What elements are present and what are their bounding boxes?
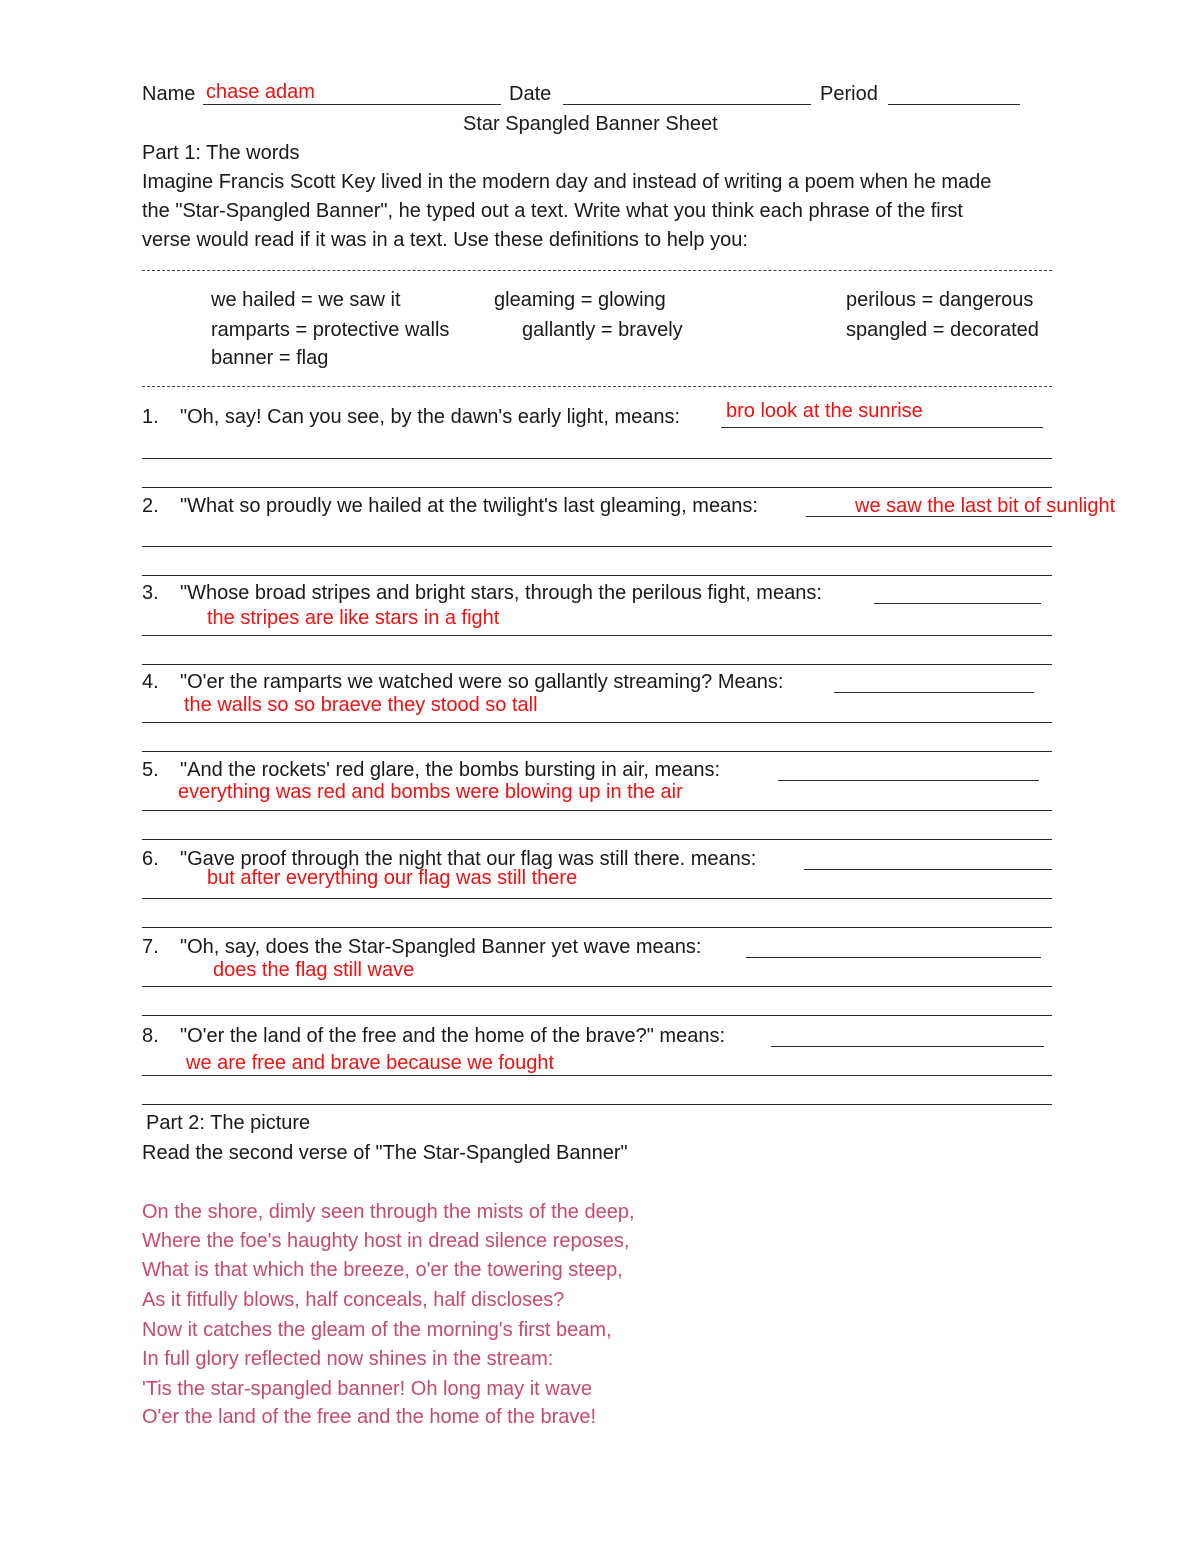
answer-line[interactable]: [142, 1104, 1052, 1105]
answer-line[interactable]: [874, 603, 1041, 604]
answer-line[interactable]: [142, 487, 1052, 488]
verse-line: On the shore, dimly seen through the mists of the deep,: [142, 1201, 635, 1223]
answer-line[interactable]: [142, 722, 1052, 723]
divider: [142, 270, 1052, 271]
definition: spangled = decorated: [846, 319, 1039, 341]
question-1: 1. "Oh, say! Can you see, by the dawn's early light, means:: [142, 406, 681, 428]
question-5: 5. "And the rockets' red glare, the bombs bursting in air, means:: [142, 759, 721, 781]
answer-3[interactable]: the stripes are like stars in a fight: [207, 607, 500, 629]
period-label: Period: [820, 83, 878, 105]
definition: banner = flag: [211, 347, 329, 369]
definition: gallantly = bravely: [522, 319, 683, 341]
verse-line: In full glory reflected now shines in the stream:: [142, 1348, 554, 1370]
intro-line: Imagine Francis Scott Key lived in the modern day and instead of writing a poem when he made: [142, 171, 992, 193]
answer-1[interactable]: bro look at the sunrise: [726, 400, 923, 422]
answer-2[interactable]: we saw the last bit of sunlight: [855, 495, 1116, 517]
definition: gleaming = glowing: [494, 289, 666, 311]
question-6: 6. "Gave proof through the night that our flag was still there. means:: [142, 848, 757, 870]
answer-line[interactable]: [142, 986, 1052, 987]
period-field[interactable]: [888, 104, 1020, 105]
answer-line[interactable]: [746, 957, 1041, 958]
answer-line[interactable]: [804, 869, 1052, 870]
part2-instruction: Read the second verse of "The Star-Spangled Banner": [142, 1142, 628, 1164]
question-7: 7. "Oh, say, does the Star-Spangled Banner yet wave means:: [142, 936, 702, 958]
verse-line: Where the foe's haughty host in dread silence reposes,: [142, 1230, 630, 1252]
answer-4[interactable]: the walls so so braeve they stood so tall: [184, 694, 538, 716]
divider: [142, 386, 1052, 387]
verse-line: Now it catches the gleam of the morning's first beam,: [142, 1319, 612, 1341]
part1-heading: Part 1: The words: [142, 142, 300, 164]
question-2: 2. "What so proudly we hailed at the twilight's last gleaming, means:: [142, 495, 758, 517]
question-4: 4. "O'er the ramparts we watched were so gallantly streaming? Means:: [142, 671, 784, 693]
answer-line[interactable]: [142, 575, 1052, 576]
verse-line: As it fitfully blows, half conceals, half discloses?: [142, 1289, 565, 1311]
page-title: Star Spangled Banner Sheet: [463, 113, 718, 135]
answer-line[interactable]: [142, 546, 1052, 547]
name-field[interactable]: chase adam: [206, 81, 315, 103]
answer-6[interactable]: but after everything our flag was still there: [207, 867, 578, 889]
answer-line[interactable]: [142, 810, 1052, 811]
name-label: Name: [142, 83, 196, 105]
intro-line: the "Star-Spangled Banner", he typed out a text. Write what you think each phrase of the first: [142, 200, 963, 222]
answer-line[interactable]: [142, 927, 1052, 928]
answer-line[interactable]: [142, 839, 1052, 840]
verse-line: O'er the land of the free and the home of the brave!: [142, 1406, 597, 1428]
answer-line[interactable]: [142, 1075, 1052, 1076]
answer-line[interactable]: [778, 780, 1039, 781]
answer-line[interactable]: [142, 751, 1052, 752]
definition: we hailed = we saw it: [211, 289, 401, 311]
answer-7[interactable]: does the flag still wave: [213, 959, 415, 981]
date-field[interactable]: [563, 104, 811, 105]
answer-line[interactable]: [142, 1015, 1052, 1016]
question-3: 3. "Whose broad stripes and bright stars, through the perilous fight, means:: [142, 582, 822, 604]
definition: ramparts = protective walls: [211, 319, 450, 341]
verse-line: What is that which the breeze, o'er the towering steep,: [142, 1259, 623, 1281]
answer-line[interactable]: [771, 1046, 1044, 1047]
verse-line: 'Tis the star-spangled banner! Oh long may it wave: [142, 1378, 592, 1400]
answer-5[interactable]: everything was red and bombs were blowing up in the air: [178, 781, 683, 803]
definition: perilous = dangerous: [846, 289, 1034, 311]
date-label: Date: [509, 83, 552, 105]
answer-line[interactable]: [142, 458, 1052, 459]
answer-line[interactable]: [834, 692, 1034, 693]
question-8: 8. "O'er the land of the free and the home of the brave?" means:: [142, 1025, 726, 1047]
answer-line[interactable]: [142, 898, 1052, 899]
answer-line[interactable]: [142, 635, 1052, 636]
answer-line[interactable]: [142, 664, 1052, 665]
answer-line[interactable]: [721, 427, 1043, 428]
intro-line: verse would read if it was in a text. Use these definitions to help you:: [142, 229, 748, 251]
name-line: [203, 104, 501, 105]
answer-8[interactable]: we are free and brave because we fought: [186, 1052, 555, 1074]
part2-heading: Part 2: The picture: [146, 1112, 311, 1134]
